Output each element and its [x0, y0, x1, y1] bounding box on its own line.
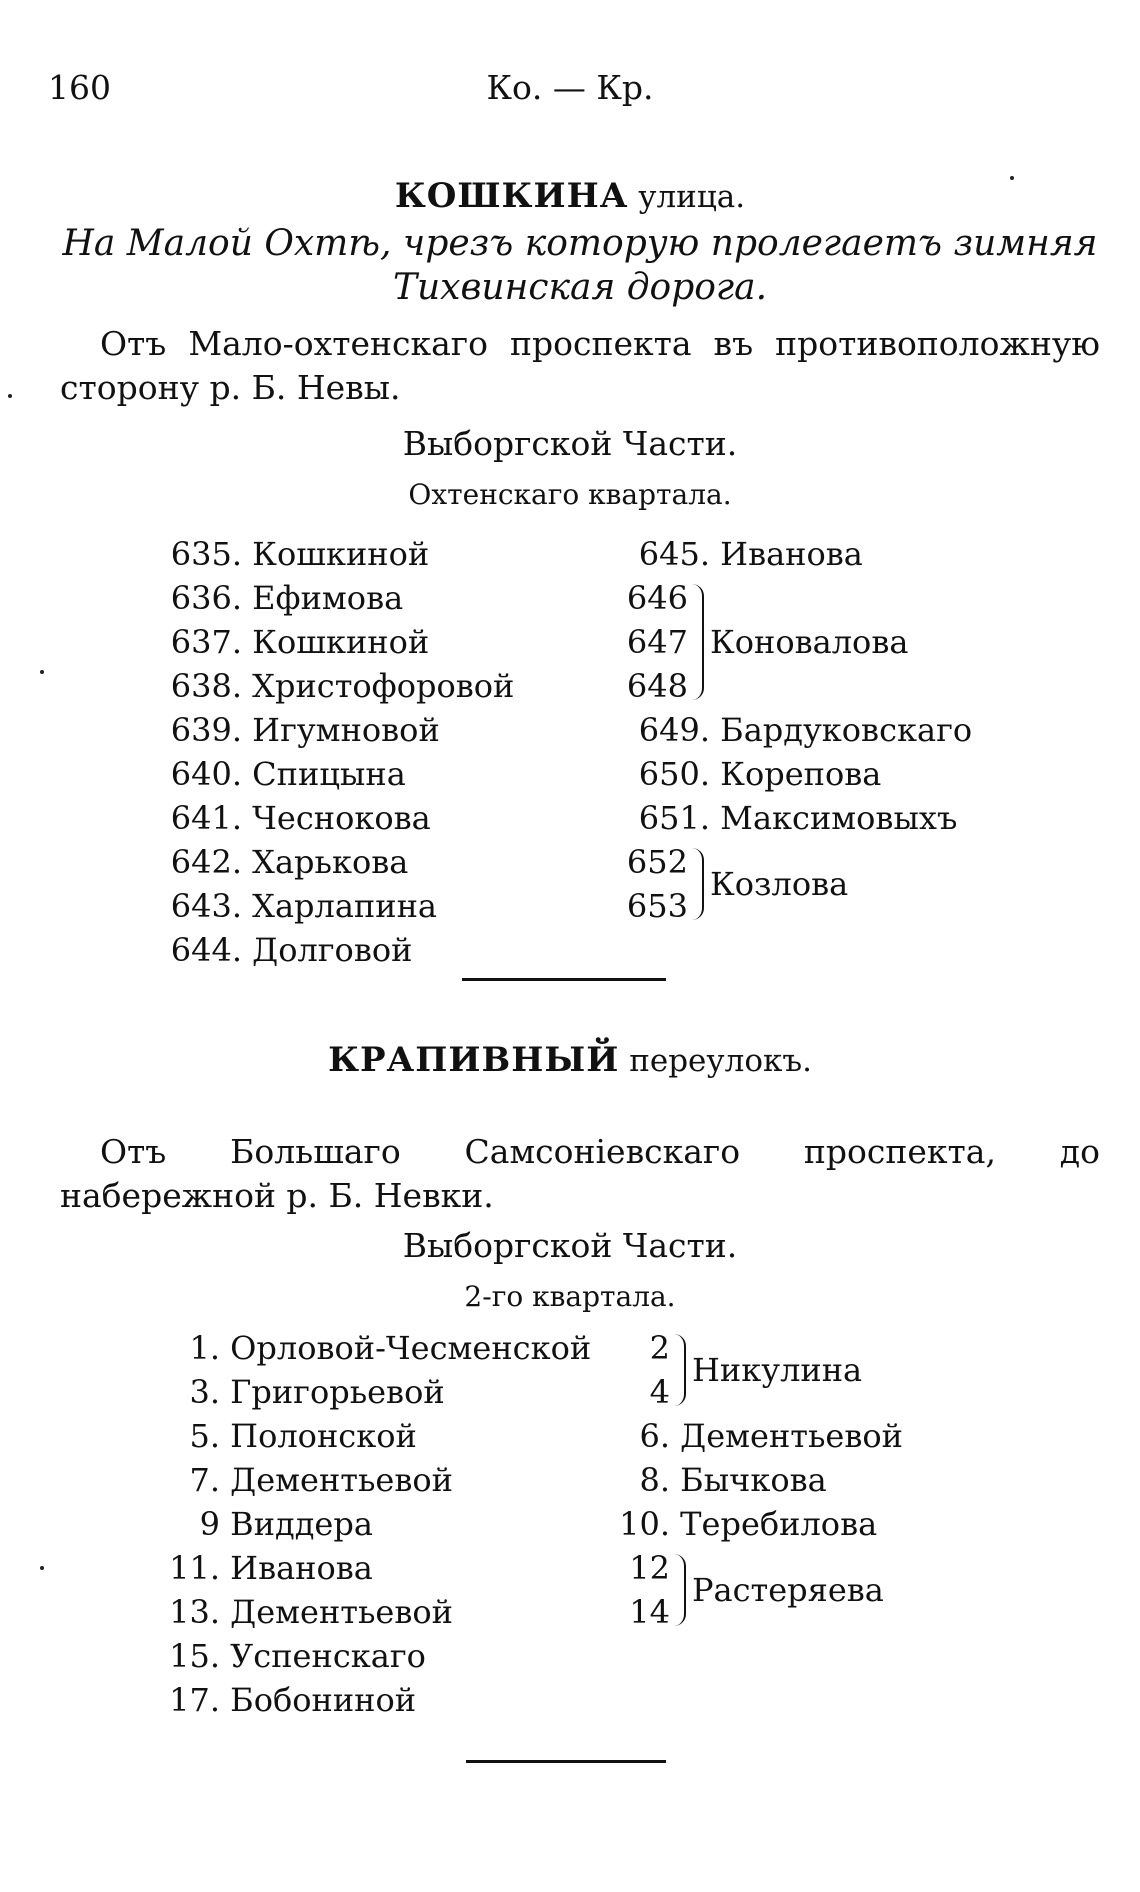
part-heading: Выборгской Части. — [402, 424, 738, 463]
owner-name: Дементьевой — [230, 1593, 453, 1631]
owner-name: Максимовыхъ — [720, 799, 958, 837]
owner-name: Христофоровой — [252, 667, 515, 705]
section-divider — [462, 978, 666, 981]
house-number: 645. — [638, 535, 710, 573]
list-item — [150, 1502, 591, 1546]
house-number: 17. — [169, 1681, 220, 1719]
house-number: 14 — [629, 1593, 670, 1631]
list-item — [618, 752, 881, 796]
house-number: 15. — [169, 1637, 220, 1675]
house-number: 651. — [638, 799, 710, 837]
brace-icon — [674, 1334, 686, 1406]
house-number: 7. — [189, 1461, 220, 1499]
brace-icon — [692, 584, 704, 700]
section-title-rest: улица. — [638, 179, 746, 215]
list-item — [150, 928, 514, 972]
owner-name: Бардуковскаго — [720, 711, 973, 749]
list-item — [150, 1634, 591, 1678]
owner-name: Спицына — [252, 755, 406, 793]
owner-name: Иванова — [720, 535, 863, 573]
list-item — [150, 532, 514, 576]
owner-name: Игумновой — [252, 711, 440, 749]
scan-speck — [8, 394, 12, 398]
running-head: Ко. — Кр. — [486, 68, 654, 107]
list-item — [150, 752, 514, 796]
house-number: 638. — [170, 667, 242, 705]
list-item — [150, 1678, 591, 1722]
house-number: 13. — [169, 1593, 220, 1631]
owner-name: Козлова — [710, 865, 849, 903]
section-subtitle: На Малой Охтѣ, чрезъ которую пролегаетъ зимняя Тихвинская дорога. — [62, 223, 1098, 308]
house-number: 635. — [170, 535, 242, 573]
list-item — [150, 840, 514, 884]
scan-speck — [40, 670, 44, 674]
scan-speck — [40, 1566, 44, 1570]
house-number: 644. — [170, 931, 242, 969]
owner-name: Долговой — [252, 931, 413, 969]
quarter-heading: Охтенскаго квартала. — [408, 478, 732, 511]
list-item — [618, 796, 957, 840]
section-description: Отъ Мало-охтенскаго проспекта въ противоположную сторону р. Б. Невы. — [60, 324, 1100, 407]
section-title-rest: переулокъ. — [629, 1043, 812, 1079]
owner-name: Теребилова — [680, 1505, 878, 1543]
owner-name: Иванова — [230, 1549, 373, 1587]
section-divider — [466, 1760, 666, 1763]
owner-name: Полонской — [230, 1417, 417, 1455]
owner-name: Успенскаго — [230, 1637, 426, 1675]
house-number: 647 — [626, 623, 688, 661]
list-item — [150, 1414, 591, 1458]
owner-name: Никулина — [692, 1351, 863, 1389]
house-number: 3. — [189, 1373, 220, 1411]
house-number: 6. — [639, 1417, 670, 1455]
house-number: 642. — [170, 843, 242, 881]
house-number: 643. — [170, 887, 242, 925]
scan-speck — [1010, 176, 1014, 180]
brace-icon — [692, 848, 704, 920]
owner-name: Бычкова — [680, 1461, 827, 1499]
house-number: 637. — [170, 623, 242, 661]
list-item — [150, 796, 514, 840]
owner-name: Ефимова — [252, 579, 404, 617]
list-item — [610, 1458, 827, 1502]
section-description: Отъ Большаго Самсоніевскаго проспекта, до набережной р. Б. Невки. — [60, 1132, 1100, 1215]
list-item — [150, 1458, 591, 1502]
house-number: 640. — [170, 755, 242, 793]
owner-name: Коновалова — [710, 623, 909, 661]
owner-name: Виддера — [230, 1505, 373, 1543]
owner-name: Харлапина — [252, 887, 437, 925]
brace-icon — [674, 1554, 686, 1626]
part-heading: Выборгской Части. — [402, 1226, 738, 1265]
house-number: 4 — [649, 1373, 670, 1411]
list-item — [150, 1370, 591, 1414]
house-number: 5. — [189, 1417, 220, 1455]
owner-name: Дементьевой — [230, 1461, 453, 1499]
owner-name: Бобониной — [230, 1681, 417, 1719]
house-number: 8. — [639, 1461, 670, 1499]
list-item — [618, 532, 863, 576]
house-number: 649. — [638, 711, 710, 749]
list-item — [150, 1590, 591, 1634]
section-title-krapivny — [0, 1040, 1140, 1080]
house-number: 2 — [649, 1329, 670, 1367]
owner-name: Чеснокова — [252, 799, 431, 837]
house-number: 639. — [170, 711, 242, 749]
house-number: 11. — [169, 1549, 220, 1587]
house-number: 10. — [619, 1505, 670, 1543]
list-item — [150, 620, 514, 664]
house-number: 653 — [626, 887, 688, 925]
house-number: 652 — [626, 843, 688, 881]
house-number: 636. — [170, 579, 242, 617]
house-number: 648 — [626, 667, 688, 705]
house-number: 1. — [189, 1329, 220, 1367]
list-item — [150, 884, 514, 928]
list-item — [150, 664, 514, 708]
list-item — [150, 1326, 591, 1370]
house-number: 641. — [170, 799, 242, 837]
page-number: 160 — [48, 68, 111, 107]
house-number: 9 — [199, 1505, 220, 1543]
owner-name: Растеряева — [692, 1571, 884, 1609]
list-item — [150, 708, 514, 752]
owner-name: Корепова — [720, 755, 882, 793]
owner-name: Кошкиной — [252, 535, 430, 573]
owner-name: Кошкиной — [252, 623, 430, 661]
section-title-koshkina — [0, 176, 1140, 216]
quarter-heading: 2-го квартала. — [464, 1280, 676, 1313]
house-number: 650. — [638, 755, 710, 793]
owner-name: Григорьевой — [230, 1373, 445, 1411]
section-title-bold: КОШКИНА — [394, 176, 629, 216]
owner-name: Дементьевой — [680, 1417, 903, 1455]
owner-name: Орловой-Чесменской — [230, 1329, 592, 1367]
list-item — [610, 1414, 903, 1458]
list-item — [150, 1546, 591, 1590]
list-item — [150, 576, 514, 620]
section-title-bold: КРАПИВНЫЙ — [328, 1040, 620, 1080]
list-item — [610, 1502, 877, 1546]
house-list-left — [150, 1326, 591, 1722]
list-item — [618, 708, 972, 752]
house-number: 646 — [626, 579, 688, 617]
house-number: 12 — [629, 1549, 670, 1587]
owner-name: Харькова — [252, 843, 409, 881]
house-list-left — [150, 532, 514, 972]
